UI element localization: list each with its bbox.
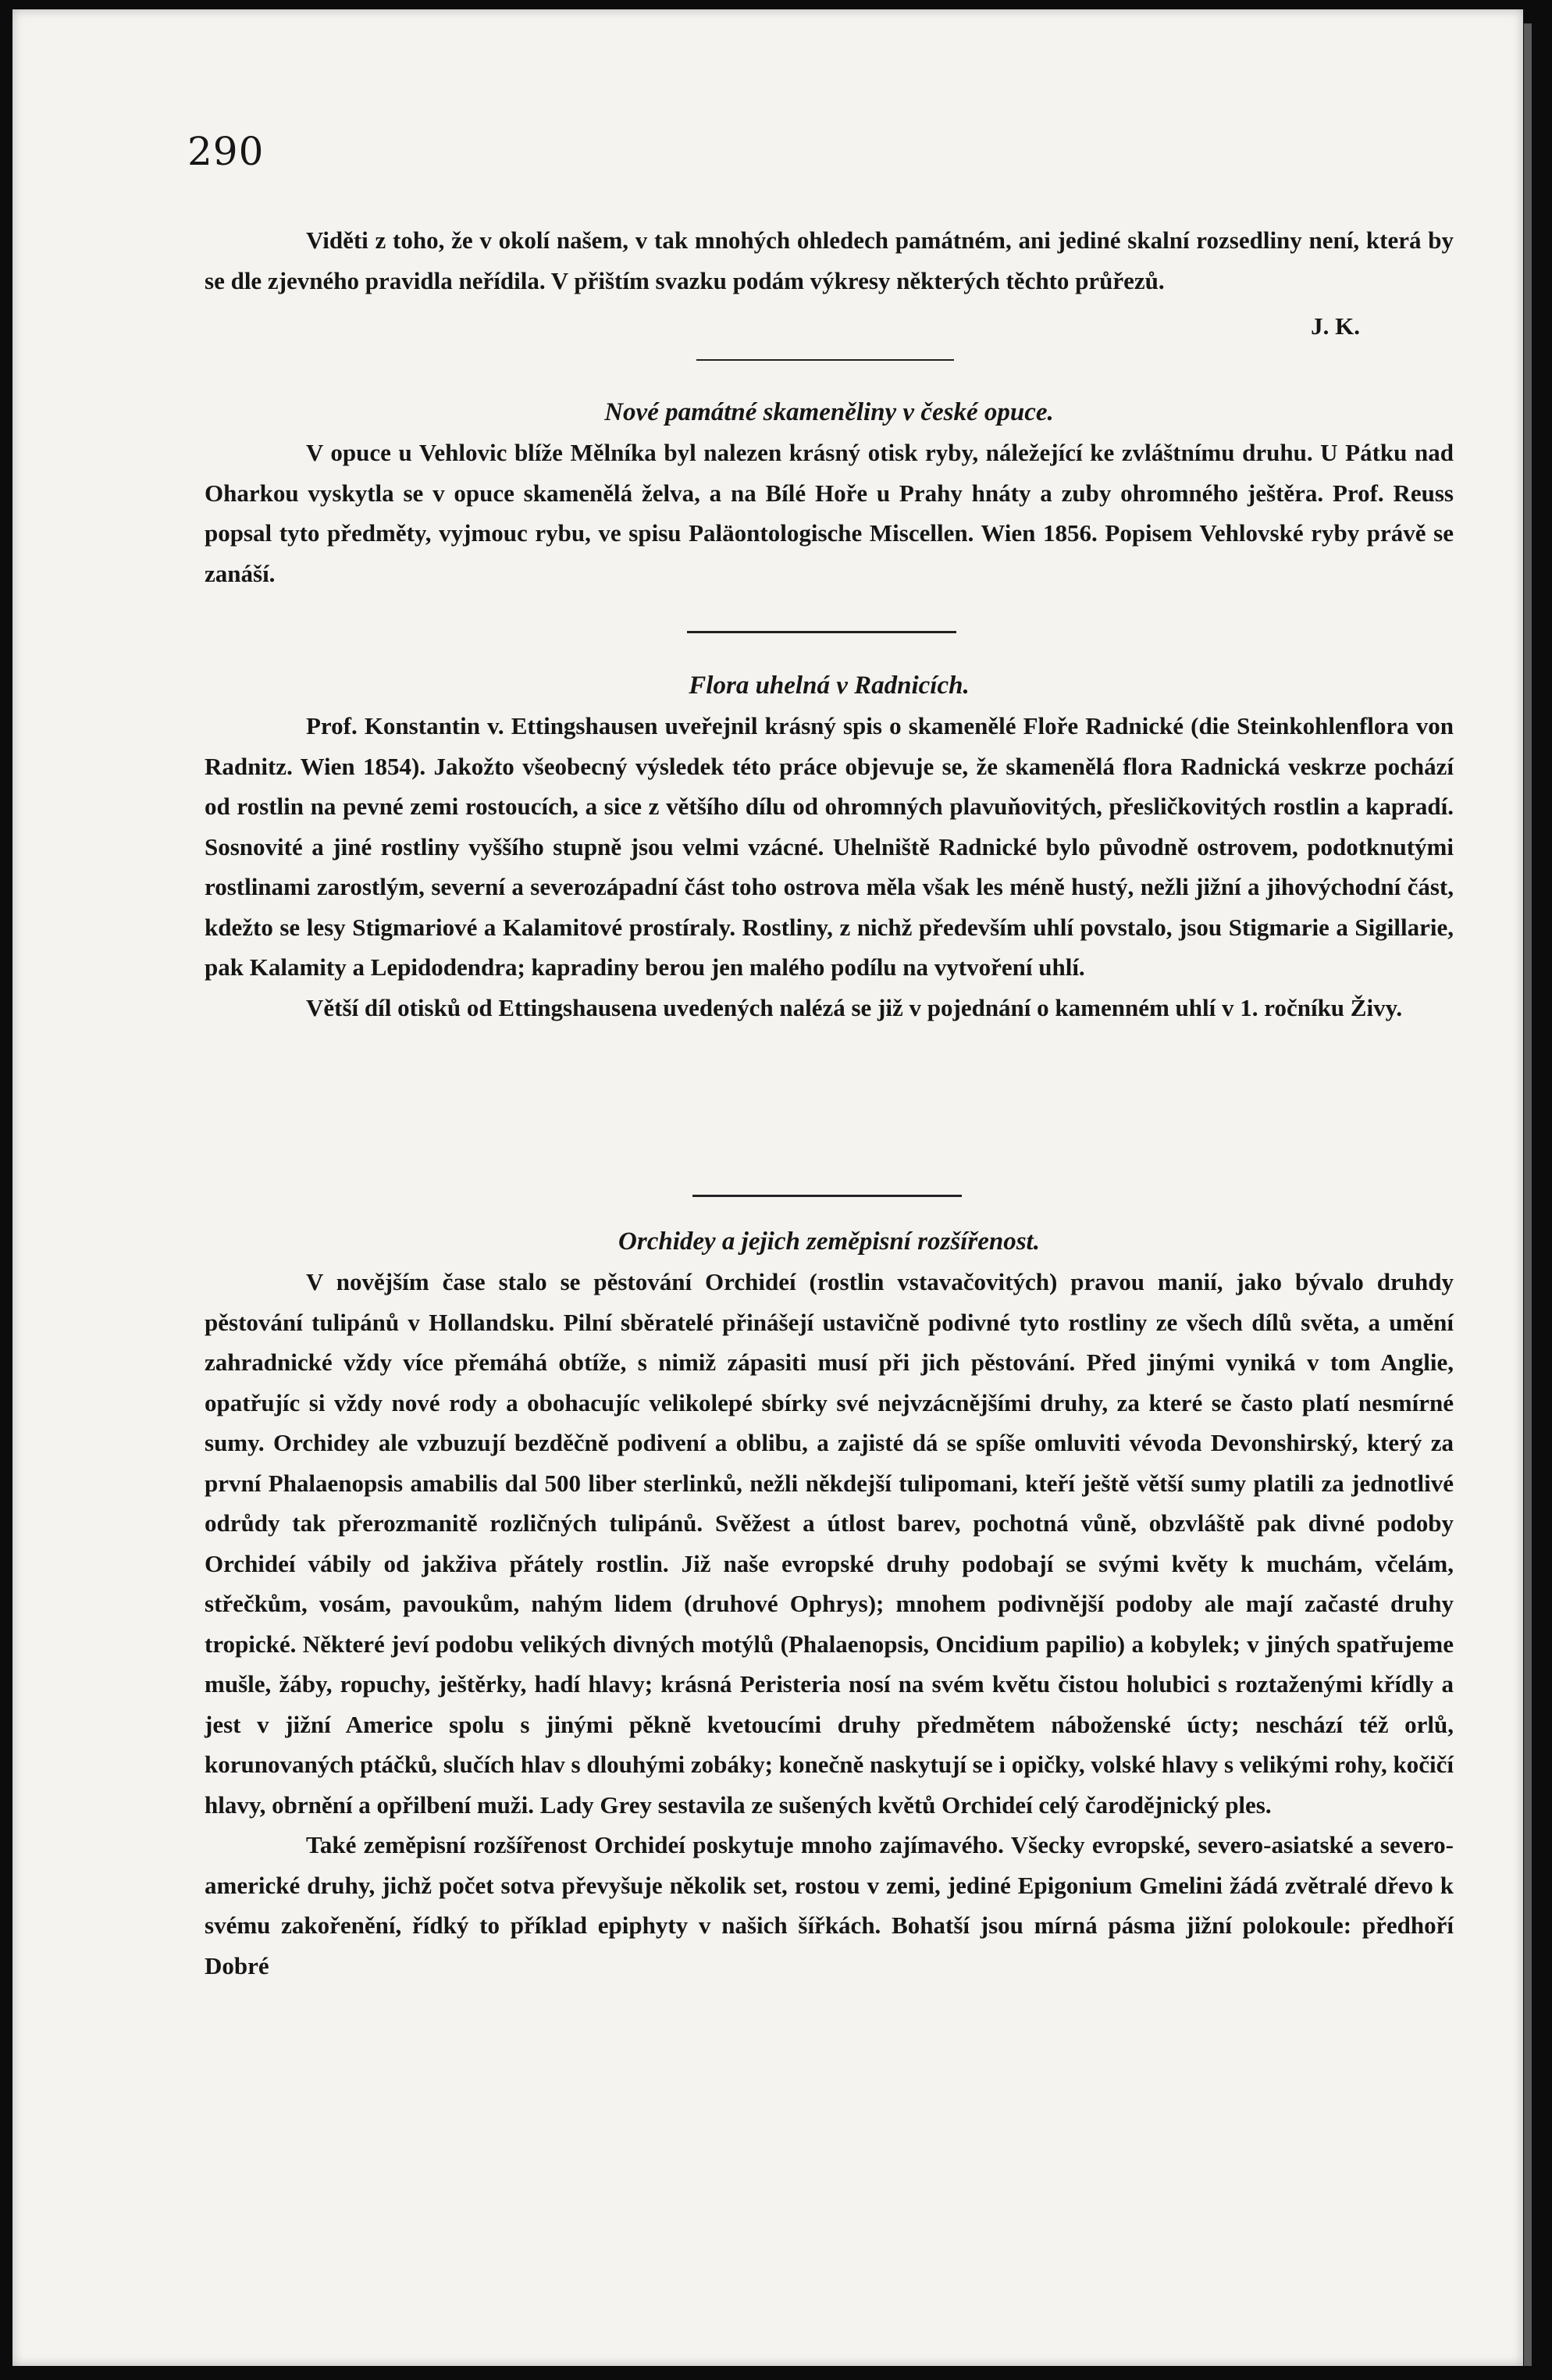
page-number: 290 bbox=[187, 129, 265, 174]
flora-section bbox=[205, 666, 1454, 1028]
section-heading: Orchidey a jejich zeměpisní rozšířenost. bbox=[618, 1227, 1040, 1256]
intro-paragraph: Viděti z toho, že v okolí našem, v tak mnohých ohledech památném, ani jediné skalní rozsedliny není, která by se dle zjevného pravidla neřídila. V přištím svazku podám výkresy některých těchto průřezů. bbox=[205, 226, 1454, 294]
page-sheet bbox=[12, 9, 1523, 2366]
flora-paragraph: Větší díl otisků od Ettingshausena uvedených nalézá se již v pojednání o kamenném uhlí v 1. ročníku Živy. bbox=[306, 993, 1403, 1021]
opuka-paragraph: V opuce u Vehlovic blíže Mělníka byl nalezen krásný otisk ryby, náležející ke zvláštnímu druhu. U Pátku nad Oharkou vyskytla se v opuce skamenělá želva, a na Bílé Hoře u Prahy hnáty a zuby ohromného ještěra. Prof. Reuss popsal tyto předměty, vyjmouc rybu, ve spisu Paläontologische Miscellen. Wien 1856. Popisem Vehlovské ryby právě se zanáší. bbox=[205, 439, 1454, 587]
signature: J. K. bbox=[1311, 312, 1360, 340]
section-heading: Flora uhelná v Radnicích. bbox=[689, 672, 970, 700]
section-heading: Nové památné skameněliny v české opuce. bbox=[604, 398, 1054, 426]
opuka-section bbox=[205, 393, 1454, 593]
orchidey-section bbox=[205, 1222, 1454, 1986]
orchidey-paragraph: Také zeměpisní rozšířenost Orchideí poskytuje mnoho zajímavého. Všecky evropské, severo-asiatské a severo-americké druhy, jichž počet sotva převyšuje několik set, rostou v zemi, jediné Epigonium Gmelini žádá zvětralé dřevo k svému zakořenění, řídký to příklad epiphyty v našich šířkách. Bohatší jsou mírná pásma jižní polokoule: předhoří Dobré bbox=[205, 1831, 1454, 1979]
section-divider bbox=[696, 359, 954, 361]
flora-paragraph: Prof. Konstantin v. Ettingshausen uveřejnil krásný spis o skamenělé Floře Radnické (die Steinkohlenflora von Radnitz. Wien 1854). Jakožto všeobecný výsledek této práce objevuje se, že skamenělá flora Radnická veskrze pochází od rostlin na pevné zemi rostoucích, a sice z většího dílu od ohromných plavuňovitých, přesličkovitých rostlin a kapradí. Sosnovité a jiné rostliny vyššího stupně jsou velmi vzácné. Uhelniště Radnické bylo původně ostrovem, podotknutými rostlinami zarostlým, severní a severozápadní část toho ostrova měla však les méně hustý, nežli jižní a jihovýchodní část, kdežto se lesy Stigmariové a Kalamitové prostíraly. Rostliny, z nichž především uhlí povstalo, jsou Stigmarie a Sigillarie, pak Kalamity a Lepidodendra; kapradiny berou jen malého podílu na vytvoření uhlí. bbox=[205, 712, 1454, 981]
section-divider bbox=[692, 1195, 962, 1197]
orchidey-paragraph: V novějším čase stalo se pěstování Orchideí (rostlin vstavačovitých) pravou manií, jako bývalo druhdy pěstování tulipánů v Hollandsku. Pilní sběratelé přinášejí ustavičně podivné tyto rostliny ze všech dílů světa, a umění zahradnické vždy více přemáhá obtíže, s nimiž zápasiti musí při jich pěstování. Před jinými vyniká v tom Anglie, opatřujíc si vždy nové rody a obohacujíc velikolepé sbírky své nejvzácnějšími druhy, za které se často platí nesmírné sumy. Orchidey ale vzbuzují bezděčně podivení a oblibu, a zajisté dá se spíše omluviti vévoda Devonshirský, který za první Phalaenopsis amabilis dal 500 liber sterlinků, nežli někdejší tulipomani, kteří ještě větší sumy platili za jednotlivé odrůdy tak přerozmanitě rozličných tulipánů. Svěžest a útlost barev, pochotná vůně, obzvláště pak divné podoby Orchideí vábily od jakživa přátely rostlin. Již naše evropské druhy podobají se svými květy k muchám, včelám, střečkům, vosám, pavoukům, nahým lidem (druhové Ophrys); mnohem podivnější podoby ale mají začasté druhy tropické. Některé jeví podobu velikých divných motýlů (Phalaenopsis, Oncidium papilio) a kobylek; v jiných spatřujeme mušle, žáby, ropuchy, ještěrky, hadí hlavy; krásná Peristeria nosí na svém květu čistou holubici s roztaženými křídly a jest v jižní Americe spolu s jinými pěkně kvetoucími druhy předmětem náboženské úcty; neschází též orlů, korunovaných ptáčků, slučích hlav s dlouhými zobáky; konečně naskytují se i opičky, volské hlavy s velikými rohy, kočičí hlavy, obrnění a opřilbení muži. Lady Grey sestavila ze sušených květů Orchideí celý čarodějnický ples. bbox=[205, 1268, 1454, 1819]
page-edge bbox=[1524, 23, 1532, 2366]
section-divider bbox=[687, 631, 956, 633]
intro-section bbox=[205, 220, 1454, 301]
